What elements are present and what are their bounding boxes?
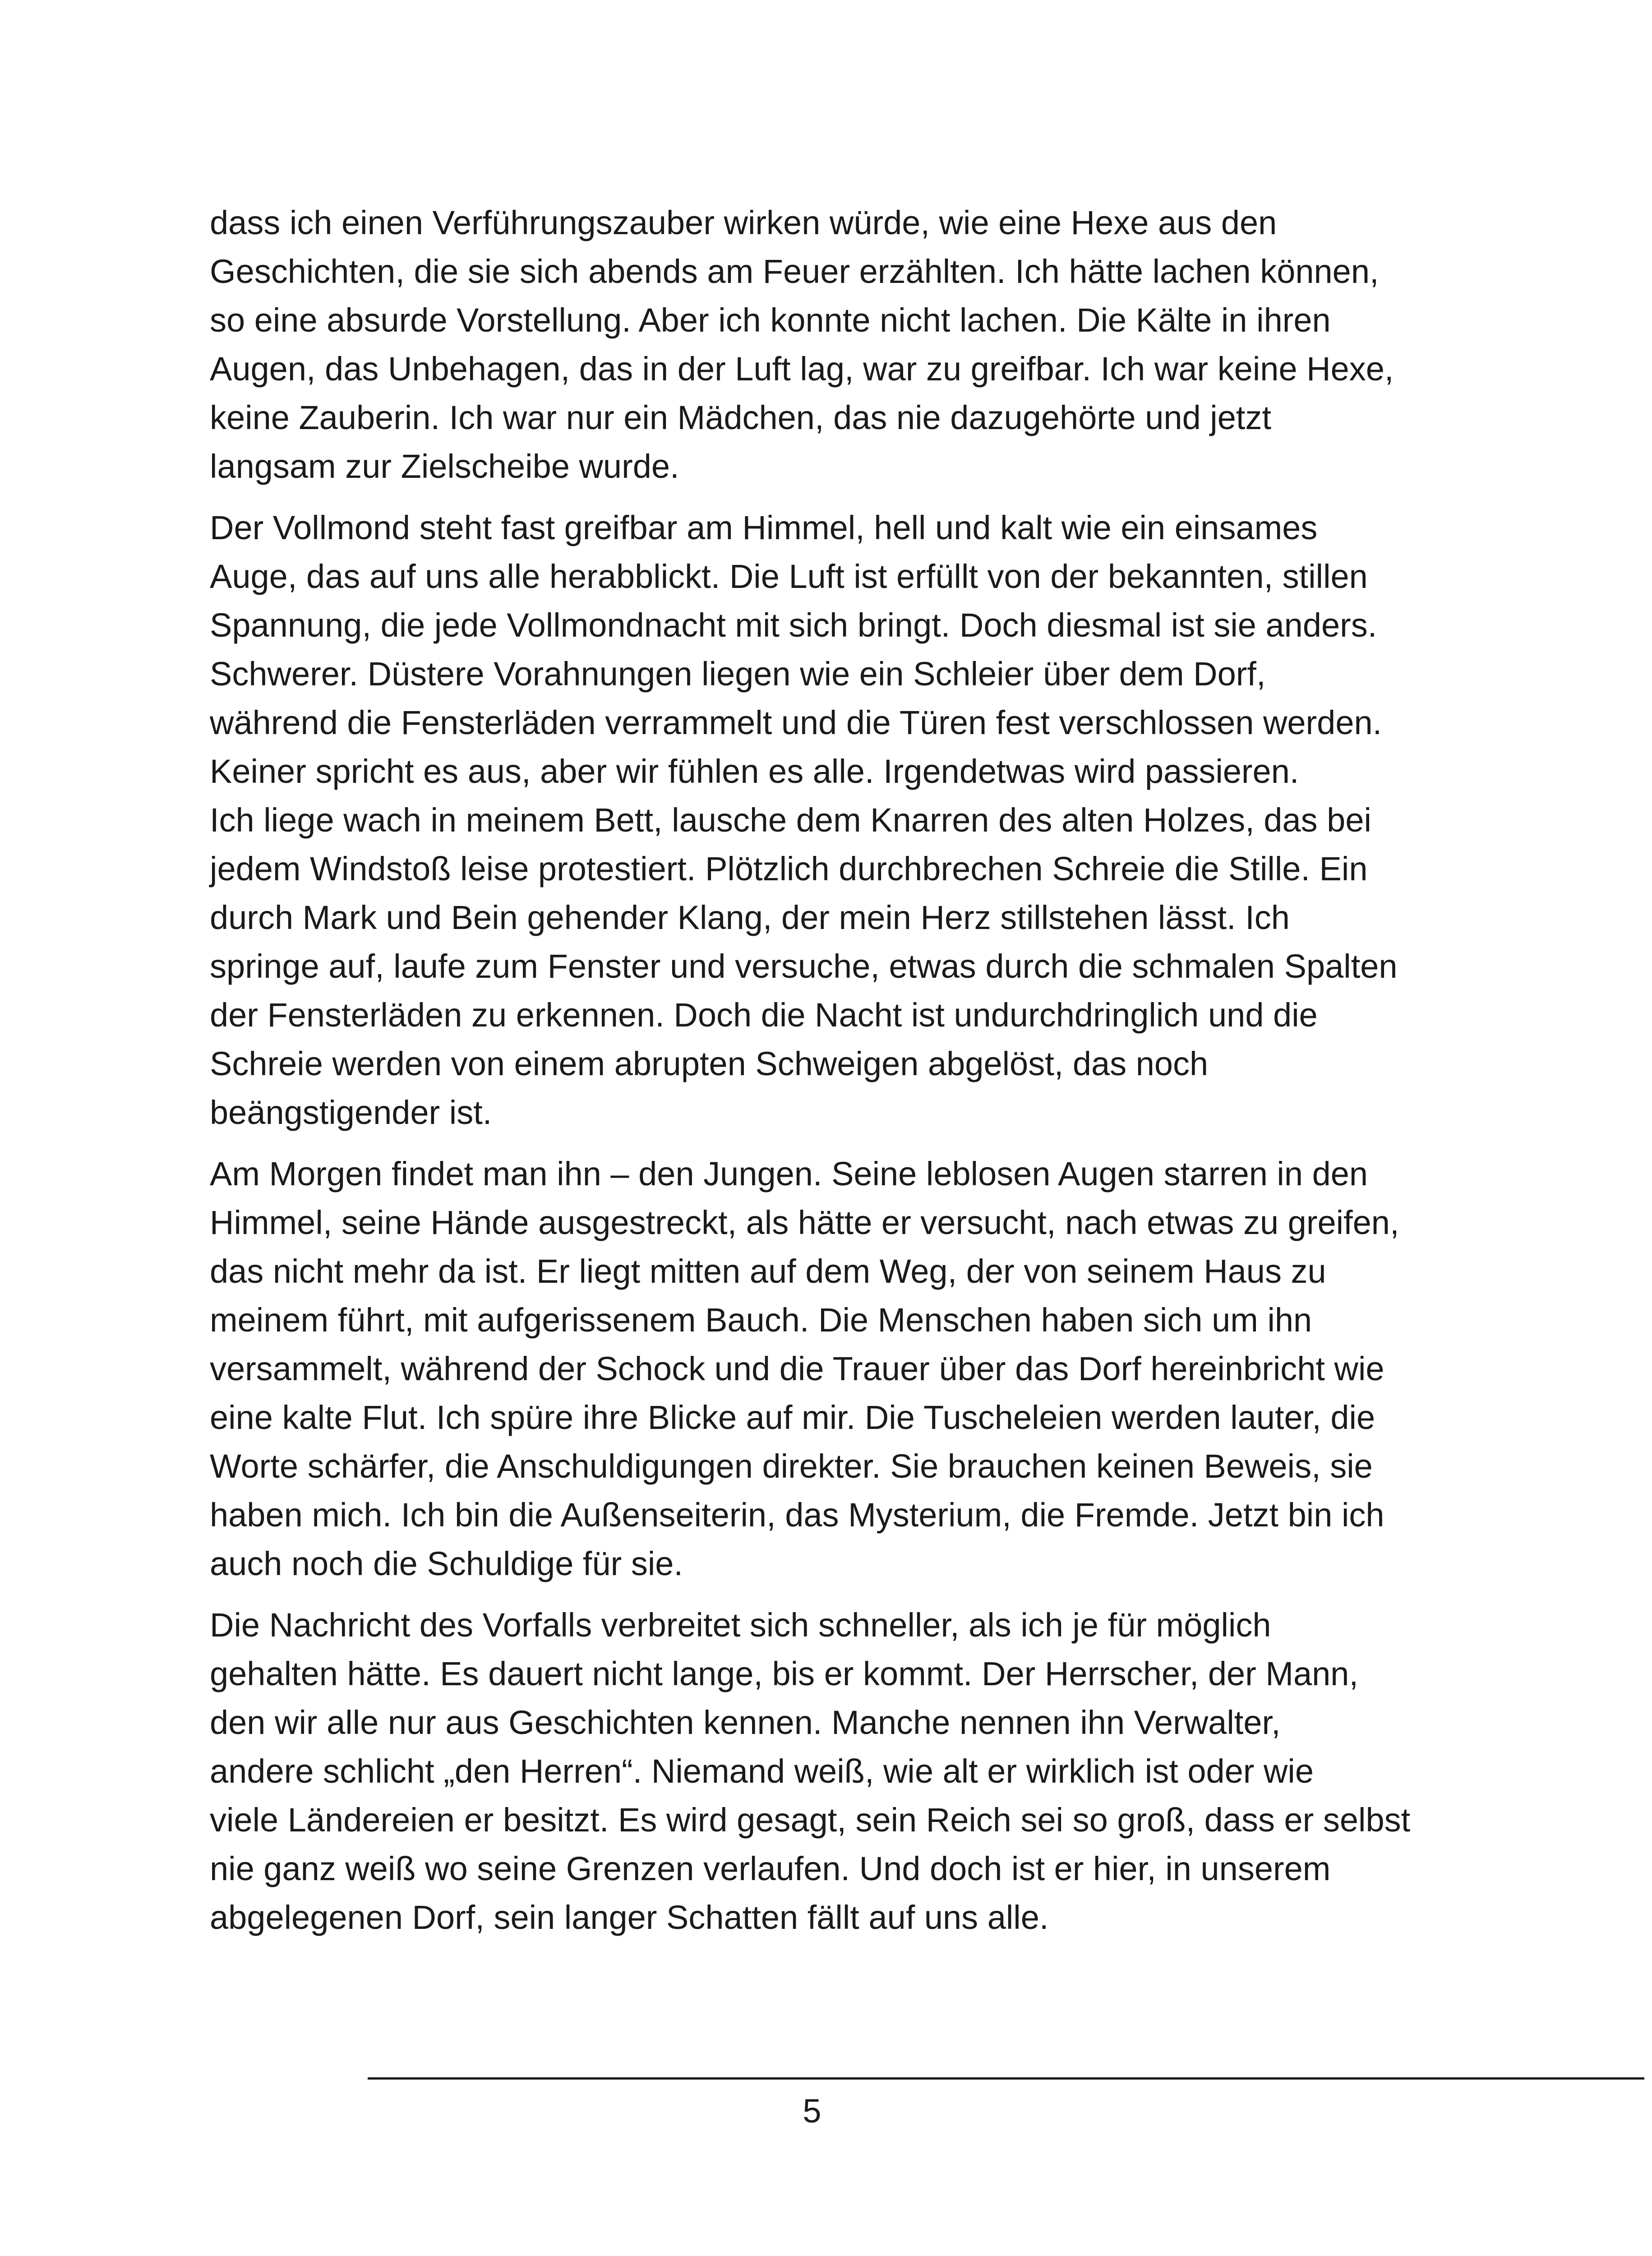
text-line: Spannung, die jede Vollmondnacht mit sich bringt. Doch diesmal ist sie anders.: [210, 606, 1377, 644]
text-line: jedem Windstoß leise protestiert. Plötzlich durchbrechen Schreie die Stille. Ein: [210, 850, 1368, 888]
text-line: Auge, das auf uns alle herabblickt. Die Luft ist erfüllt von der bekannten, stillen: [210, 558, 1368, 595]
footer-divider: [368, 2077, 1644, 2080]
text-line: haben mich. Ich bin die Außenseiterin, das Mysterium, die Fremde. Jetzt bin ich: [210, 1496, 1384, 1534]
text-line: Worte schärfer, die Anschuldigungen direkter. Sie brauchen keinen Beweis, sie: [210, 1447, 1373, 1485]
text-line: nie ganz weiß wo seine Grenzen verlaufen. Und doch ist er hier, in unserem: [210, 1850, 1331, 1887]
text-line: langsam zur Zielscheibe wurde.: [210, 448, 679, 485]
text-line: abgelegenen Dorf, sein langer Schatten fällt auf uns alle.: [210, 1899, 1049, 1936]
text-line: eine kalte Flut. Ich spüre ihre Blicke auf mir. Die Tuscheleien werden lauter, die: [210, 1399, 1375, 1436]
text-line: keine Zauberin. Ich war nur ein Mädchen, das nie dazugehörte und jetzt: [210, 399, 1272, 436]
text-line: andere schlicht „den Herren“. Niemand weiß, wie alt er wirklich ist oder wie: [210, 1752, 1314, 1790]
text-line: den wir alle nur aus Geschichten kennen. Manche nennen ihn Verwalter,: [210, 1704, 1281, 1741]
page-number: 5: [803, 2092, 821, 2130]
text-line: viele Ländereien er besitzt. Es wird gesagt, sein Reich sei so groß, dass er selbst: [210, 1801, 1411, 1839]
text-line: meinem führt, mit aufgerissenem Bauch. Die Menschen haben sich um ihn: [210, 1301, 1312, 1339]
text-line: so eine absurde Vorstellung. Aber ich konnte nicht lachen. Die Kälte in ihren: [210, 301, 1331, 339]
text-line: Ich liege wach in meinem Bett, lausche dem Knarren des alten Holzes, das bei: [210, 801, 1371, 839]
paragraph: [210, 1601, 1446, 1942]
text-line: beängstigender ist.: [210, 1094, 492, 1131]
text-line: der Fensterläden zu erkennen. Doch die Nacht ist undurchdringlich und die: [210, 996, 1318, 1034]
text-line: Keiner spricht es aus, aber wir fühlen es alle. Irgendetwas wird passieren.: [210, 753, 1299, 790]
text-line: das nicht mehr da ist. Er liegt mitten auf dem Weg, der von seinem Haus zu: [210, 1253, 1326, 1290]
paragraph: [210, 1150, 1446, 1588]
text-line: Augen, das Unbehagen, das in der Luft lag, war zu greifbar. Ich war keine Hexe,: [210, 350, 1394, 388]
paragraph: [210, 199, 1446, 491]
text-line: auch noch die Schuldige für sie.: [210, 1545, 683, 1582]
text-line: springe auf, laufe zum Fenster und versuche, etwas durch die schmalen Spalten: [210, 948, 1398, 985]
text-line: Himmel, seine Hände ausgestreckt, als hätte er versucht, nach etwas zu greifen,: [210, 1204, 1399, 1241]
page-body: [210, 199, 1446, 1955]
text-line: Schreie werden von einem abrupten Schweigen abgelöst, das noch: [210, 1045, 1209, 1082]
text-line: Geschichten, die sie sich abends am Feuer erzählten. Ich hätte lachen können,: [210, 253, 1379, 290]
text-line: durch Mark und Bein gehender Klang, der mein Herz stillstehen lässt. Ich: [210, 899, 1290, 936]
text-line: Der Vollmond steht fast greifbar am Himmel, hell und kalt wie ein einsames: [210, 509, 1318, 546]
text-line: gehalten hätte. Es dauert nicht lange, bis er kommt. Der Herrscher, der Mann,: [210, 1655, 1359, 1692]
text-line: Die Nachricht des Vorfalls verbreitet sich schneller, als ich je für möglich: [210, 1606, 1271, 1644]
text-line: Am Morgen findet man ihn – den Jungen. Seine leblosen Augen starren in den: [210, 1155, 1368, 1193]
text-line: Schwerer. Düstere Vorahnungen liegen wie ein Schleier über dem Dorf,: [210, 655, 1266, 693]
paragraph: [210, 504, 1446, 1137]
text-line: dass ich einen Verführungszauber wirken würde, wie eine Hexe aus den: [210, 204, 1277, 241]
text-line: versammelt, während der Schock und die Trauer über das Dorf hereinbricht wie: [210, 1350, 1384, 1387]
text-line: während die Fensterläden verrammelt und die Türen fest verschlossen werden.: [210, 704, 1382, 741]
